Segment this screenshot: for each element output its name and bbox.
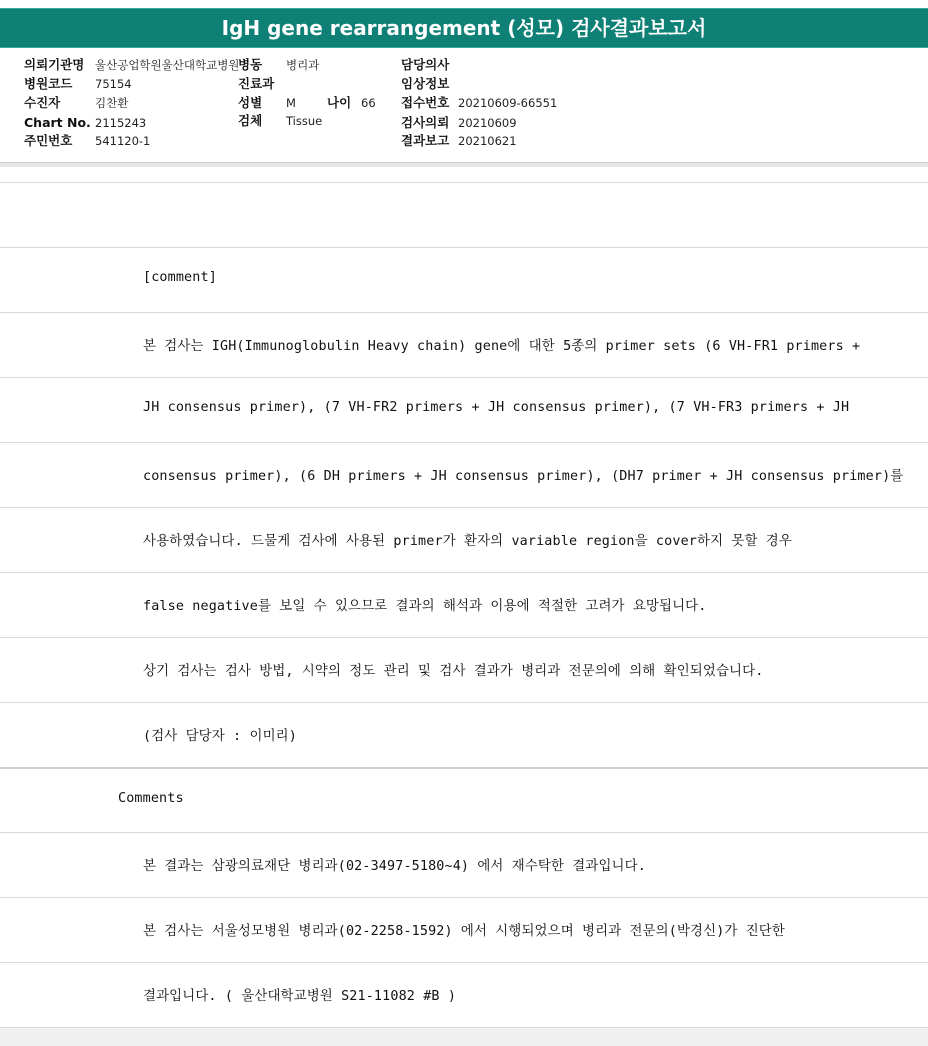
result-line: false negative를 보일 수 있으므로 결과의 해석과 이용에 적절한 고려가 요망됩니다. (143, 599, 707, 614)
sex-value: M (286, 96, 296, 110)
doctor-label: 담당의사 (401, 57, 450, 72)
result-line: consensus primer), (6 DH primers + JH consensus primer), (DH7 primer + JH consensus primer)를 (143, 469, 904, 484)
specimen-label: 검체 (238, 113, 263, 128)
request-date-label: 검사의뢰 (401, 115, 450, 130)
ward-value: 병리과 (286, 58, 320, 72)
patient-label: 수진자 (24, 95, 61, 110)
comment-line: 본 검사는 서울성모병원 병리과(02-2258-1592) 에서 시행되었으며 병리과 전문의(박경신)가 진단한 (143, 924, 785, 939)
comment-row (0, 832, 928, 897)
receipt-label: 접수번호 (401, 95, 450, 110)
result-row (0, 312, 928, 377)
technician-line: (검사 담당자 : 이미리) (143, 729, 297, 744)
institution-value: 울산공업학원울산대학교병원 (95, 58, 240, 72)
sex-label: 성별 (238, 95, 263, 110)
receipt-value: 20210609-66551 (458, 96, 558, 110)
resident-id-value: 541120-1 (95, 134, 151, 148)
comment-tag: [comment] (143, 270, 217, 285)
comment-row (0, 897, 928, 962)
patient-value: 김찬환 (95, 96, 129, 110)
request-date-value: 20210609 (458, 116, 517, 130)
resident-id-label: 주민번호 (24, 133, 73, 148)
result-row (0, 637, 928, 702)
comment-line: 결과입니다. ( 울산대학교병원 S21-11082 #B ) (143, 989, 457, 1004)
result-line: JH consensus primer), (7 VH-FR2 primers + JH consensus primer), (7 VH-FR3 primers + JH (143, 400, 850, 415)
comment-line: 본 결과는 삼광의료재단 병리과(02-3497-5180~4) 에서 재수탁한 결과입니다. (143, 859, 646, 874)
result-row (0, 572, 928, 637)
hospital-code-label: 병원코드 (24, 76, 73, 91)
result-row (0, 442, 928, 507)
dept-label: 진료과 (238, 76, 275, 91)
report-date-label: 결과보고 (401, 133, 450, 148)
chart-no-label: Chart No. (24, 115, 91, 130)
result-row (0, 507, 928, 572)
result-row (0, 182, 928, 247)
clinical-label: 임상정보 (401, 76, 450, 91)
report-date-value: 20210621 (458, 134, 517, 148)
result-row (0, 377, 928, 442)
age-value: 66 (361, 96, 376, 110)
result-row (0, 702, 928, 767)
report-title: IgH gene rearrangement (성모) 검사결과보고서 (0, 8, 928, 48)
info-divider (0, 162, 928, 167)
comment-row (0, 962, 928, 1027)
chart-no-value: 2115243 (95, 116, 147, 130)
institution-label: 의뢰기관명 (24, 57, 85, 72)
footer-divider (0, 1027, 928, 1046)
result-line: 상기 검사는 검사 방법, 시약의 정도 관리 및 검사 결과가 병리과 전문의에 의해 확인되었습니다. (143, 664, 764, 679)
result-line: 사용하였습니다. 드물게 검사에 사용된 primer가 환자의 variable region을 cover하지 못할 경우 (143, 534, 792, 549)
ward-label: 병동 (238, 57, 263, 72)
comments-header-row (0, 767, 928, 832)
age-label: 나이 (327, 95, 352, 110)
comments-header: Comments (118, 791, 184, 806)
result-row (0, 247, 928, 312)
specimen-value: Tissue (286, 114, 323, 128)
result-line: 본 검사는 IGH(Immunoglobulin Heavy chain) gene에 대한 5종의 primer sets (6 VH-FR1 primers + (143, 339, 861, 354)
hospital-code-value: 75154 (95, 77, 132, 91)
